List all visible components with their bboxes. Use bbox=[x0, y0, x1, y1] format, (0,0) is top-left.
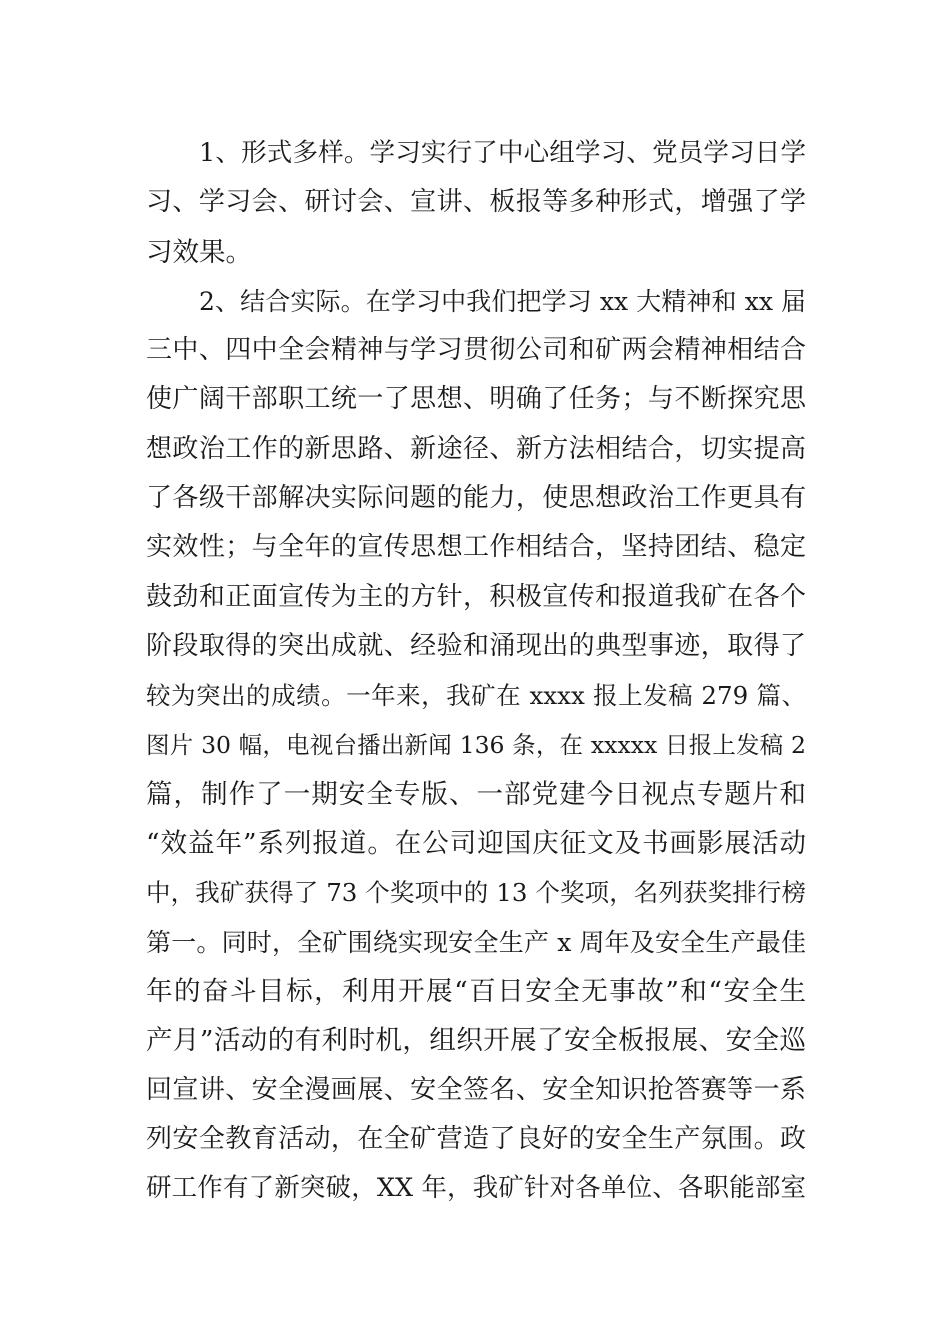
paragraph-line: 想政治工作的新思路、新途径、新方法相结合，切实提高 bbox=[146, 433, 806, 464]
paragraph-line: 年的奋斗目标，利用开展“百日安全无事故”和“安全生 bbox=[146, 976, 806, 1008]
paragraph-line: 使广阔干部职工统一了思想、明确了任务；与不断探究思 bbox=[146, 384, 806, 415]
paragraph-line: 习、学习会、研讨会、宣讲、板报等多种形式，增强了学 bbox=[146, 187, 806, 218]
paragraph-line: 中，我矿获得了 73 个奖项中的 13 个奖项，名列获奖排行榜 bbox=[146, 878, 806, 908]
paragraph-line: “效益年”系列报道。在公司迎国庆征文及书画影展活动 bbox=[146, 828, 806, 860]
paragraph-line: 实效性；与全年的宣传思想工作相结合，坚持团结、稳定 bbox=[146, 532, 806, 563]
paragraph-line: 产月”活动的有利时机，组织开展了安全板报展、安全巡 bbox=[146, 1025, 806, 1057]
paragraph-line: 列安全教育活动，在全矿营造了良好的安全生产氛围。政 bbox=[146, 1123, 806, 1154]
paragraph-line: 图片 30 幅，电视台播出新闻 136 条，在 xxxxx 日报上发稿 2 bbox=[146, 730, 806, 759]
paragraph-line: 鼓劲和正面宣传为主的方针，积极宣传和报道我矿在各个 bbox=[146, 581, 806, 612]
paragraph-line: 三中、四中全会精神与学习贯彻公司和矿两会精神相结合 bbox=[146, 335, 806, 366]
paragraph-line: 篇，制作了一期安全专版、一部党建今日视点专题片和 bbox=[146, 778, 806, 810]
paragraph-line: 第一。同时，全矿围绕实现安全生产 x 周年及安全生产最佳 bbox=[146, 927, 806, 957]
paragraph-line: 1、形式多样。学习实行了中心组学习、党员学习日学 bbox=[199, 138, 806, 168]
paragraph-line: 回宣讲、安全漫画展、安全签名、安全知识抢答赛等一系 bbox=[146, 1074, 806, 1105]
paragraph-line: 2、结合实际。在学习中我们把学习 xx 大精神和 xx 届 bbox=[199, 286, 806, 316]
paragraph-line: 较为突出的成绩。一年来，我矿在 xxxx 报上发稿 279 篇、 bbox=[146, 681, 806, 711]
paragraph-line: 了各级干部解决实际问题的能力，使思想政治工作更具有 bbox=[146, 483, 806, 514]
paragraph-2 bbox=[146, 277, 806, 1214]
paragraph-line: 习效果。 bbox=[146, 236, 252, 268]
paragraph-1 bbox=[146, 129, 806, 277]
document-body bbox=[146, 129, 806, 1214]
paragraph-line: 阶段取得的突出成就、经验和涌现出的典型事迹，取得了 bbox=[146, 630, 806, 661]
paragraph-line: 研工作有了新突破，XX 年，我矿针对各单位、各职能部室 bbox=[146, 1173, 806, 1204]
